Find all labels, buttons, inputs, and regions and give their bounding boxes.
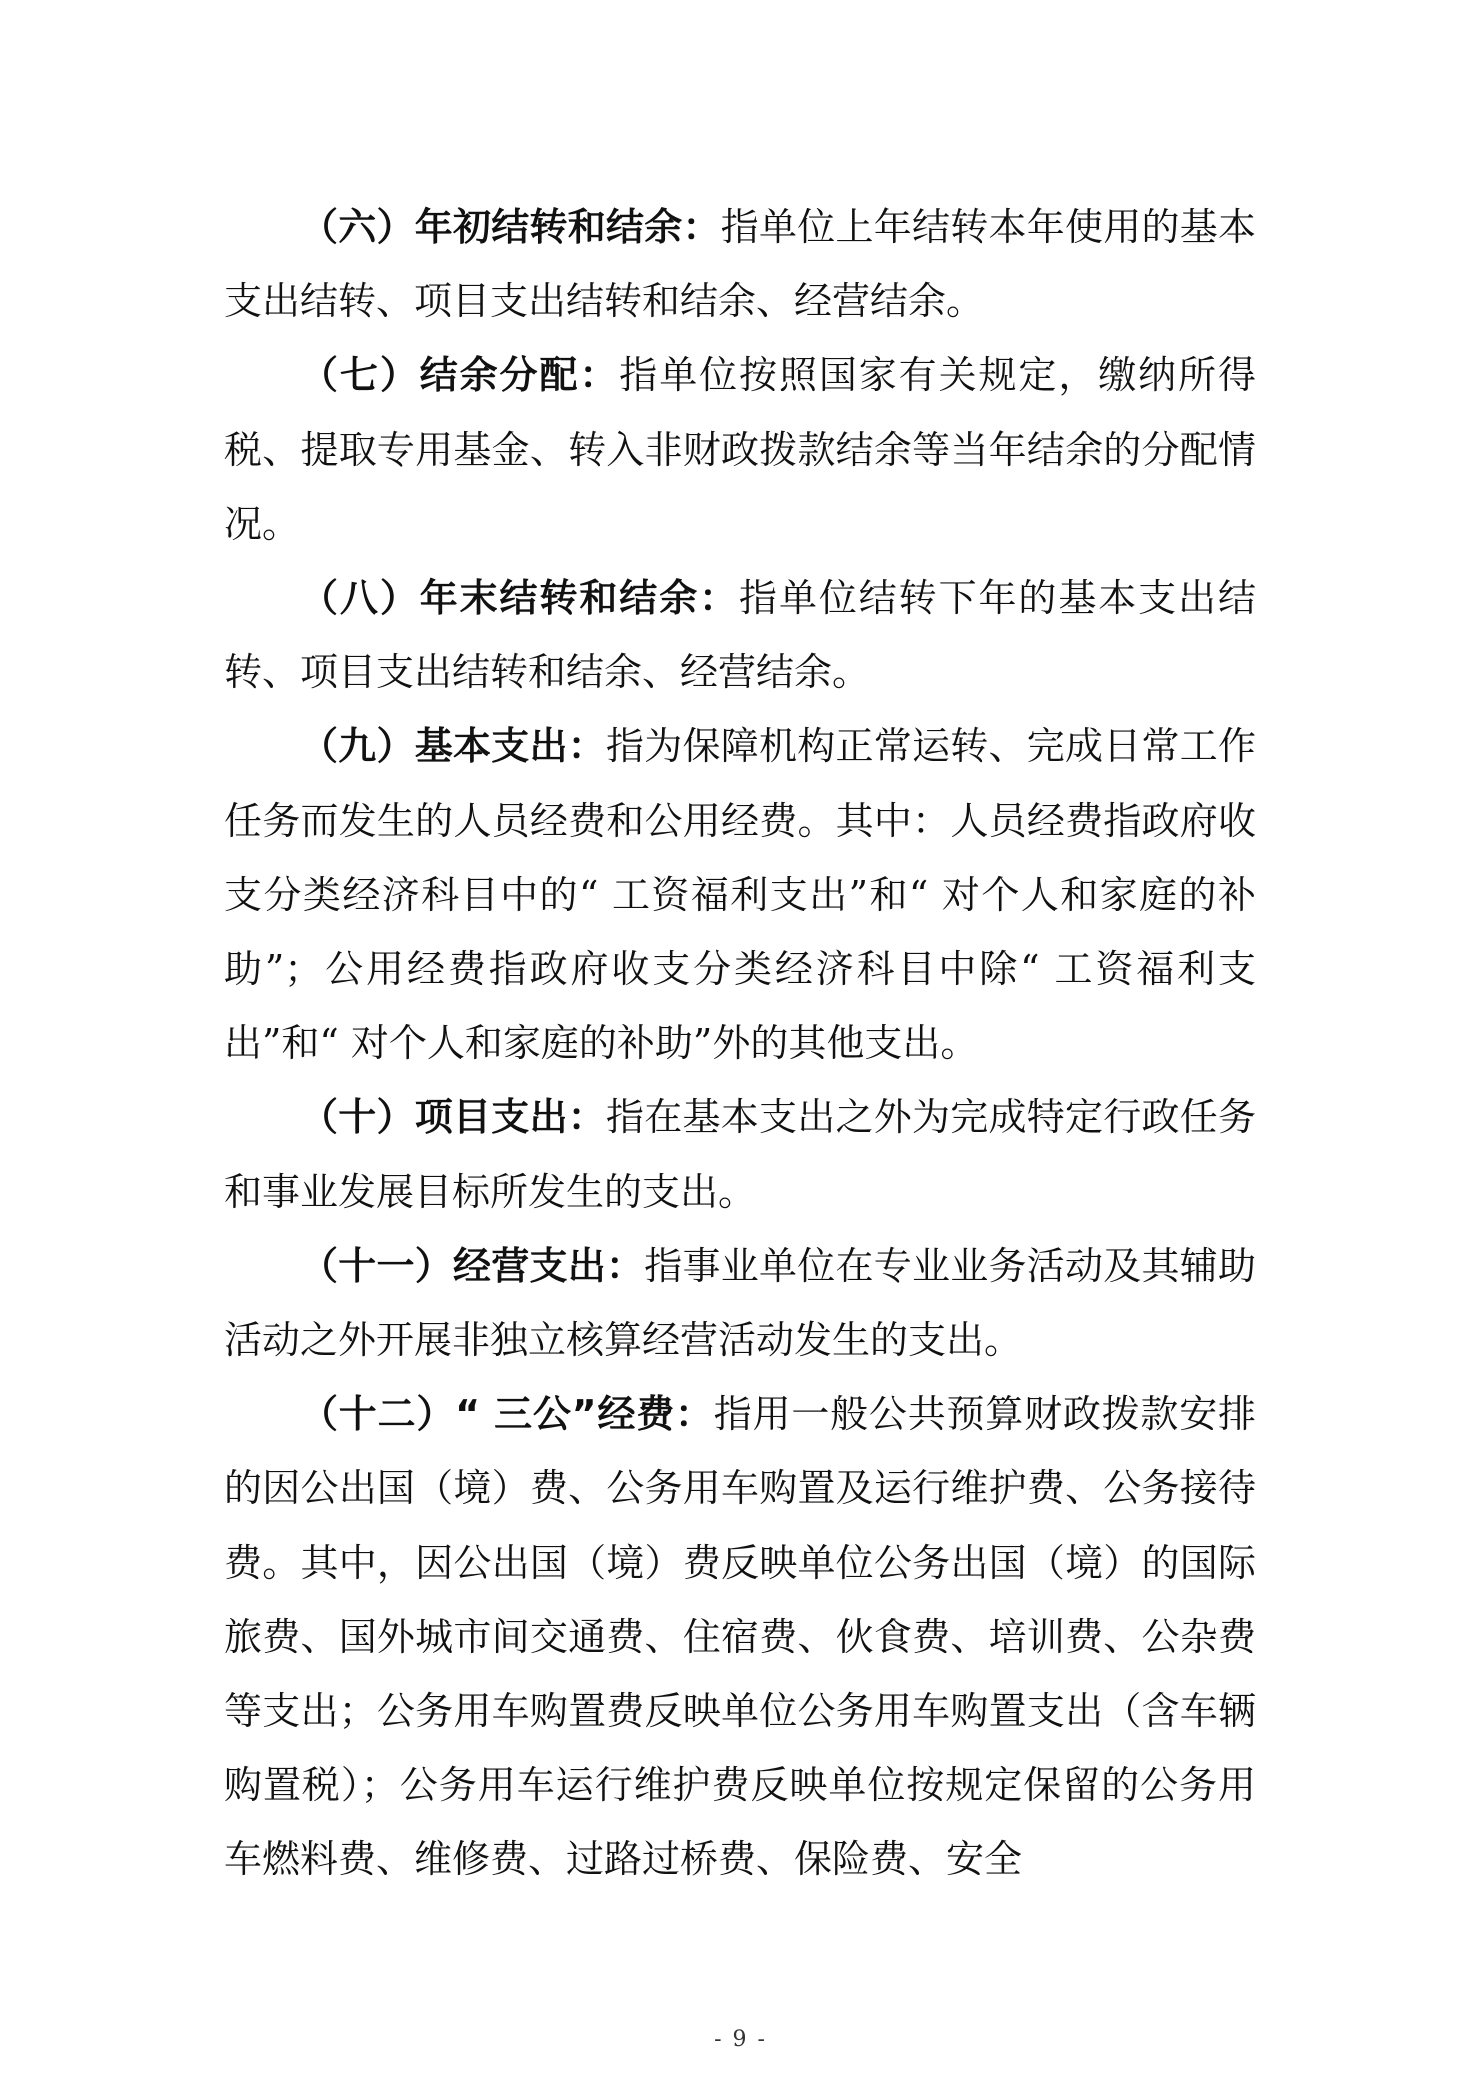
term-definition: 指单位结转下年的基本支出结转、项目支出结转和结余、经营结余。 (224, 576, 1256, 695)
term-heading: （十）项目支出： (300, 1095, 606, 1140)
paragraph-three-public-expenses (224, 1377, 1256, 1896)
term-heading: （十一）经营支出： (300, 1243, 645, 1288)
term-heading: （九）基本支出： (300, 724, 606, 769)
term-definition: 指事业单位在专业业务活动及其辅助活动之外开展非独立核算经营活动发生的支出。 (224, 1243, 1256, 1363)
page-number: - 9 - (714, 2027, 767, 2052)
term-heading: （十二）“ 三公”经费： (300, 1392, 714, 1437)
term-definition: 指单位按照国家有关规定，缴纳所得税、提取专用基金、转入非财政拨款结余等当年结余的分配情况。 (224, 353, 1256, 546)
term-definition: 指在基本支出之外为完成特定行政任务和事业发展目标所发生的支出。 (224, 1095, 1256, 1214)
paragraph-operating-expenditure (224, 1229, 1256, 1377)
term-heading: （六）年初结转和结余： (300, 205, 721, 249)
paragraph-project-expenditure (224, 1080, 1256, 1228)
term-heading: （七）结余分配： (300, 353, 620, 398)
paragraph-surplus-distribution (224, 338, 1256, 561)
term-definition: 指用一般公共预算财政拨款安排的因公出国（境）费、公务用车购置及运行维护费、公务接待费。其中，因公出国（境）费反映单位公务出国（境）的国际旅费、国外城市间交通费、住宿费、伙食费、培训费、公杂费等支出；公务用车购置费反映单位公务用车购置支出（含车辆购置税）；公务用车运行维护费反映单位按规定保留的公务用车燃料费、维修费、过路过桥费、保险费、安全 (224, 1392, 1256, 1882)
paragraph-carryover-start-of-year (224, 190, 1256, 338)
paragraph-carryover-end-of-year (224, 561, 1256, 709)
term-definition: 指为保障机构正常运转、完成日常工作任务而发生的人员经费和公用经费。其中：人员经费指政府收支分类经济科目中的“ 工资福利支出”和“ 对个人和家庭的补助”；公用经费指政府收支分类经济科目中除“ 工资福利支出”和“ 对个人和家庭的补助”外的其他支出。 (224, 724, 1256, 1066)
term-heading: （八）年末结转和结余： (300, 576, 740, 621)
document-body (224, 190, 1256, 1897)
paragraph-basic-expenditure (224, 709, 1256, 1080)
term-definition: 指单位上年结转本年使用的基本支出结转、项目支出结转和结余、经营结余。 (224, 205, 1256, 324)
